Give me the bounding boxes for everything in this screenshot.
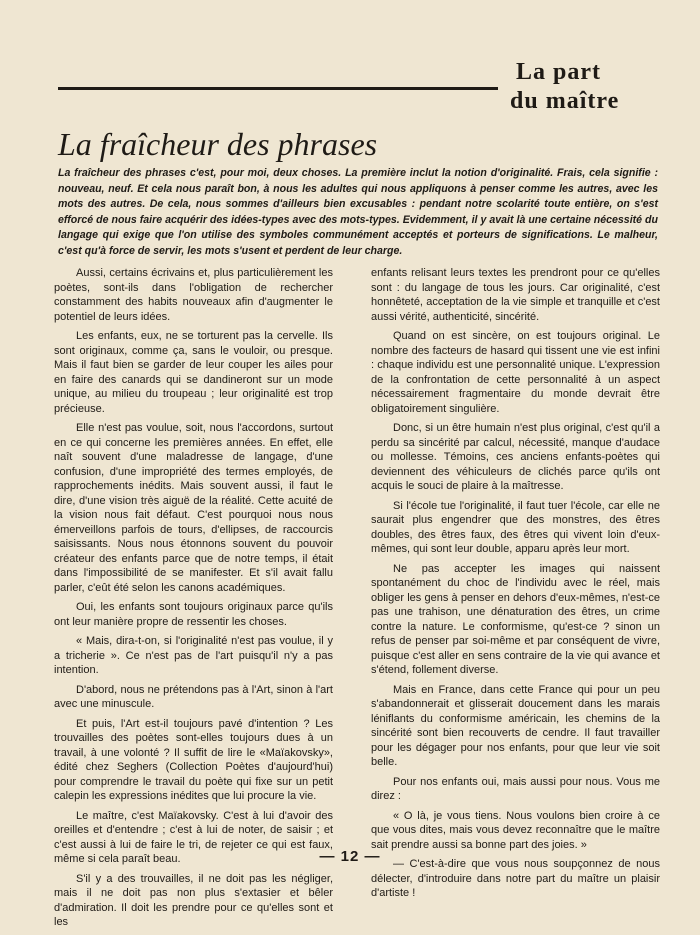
paragraph: Oui, les enfants sont toujours originaux parce qu'ils ont leur manière propre de ressentir les choses. — [54, 601, 333, 628]
right-column — [371, 266, 660, 906]
paragraph: Et puis, l'Art est-il toujours pavé d'intention ? Les trouvailles des poètes sont-elles toujours dues à un travail, à une volonté ? Il suffit de lire le «Maïakovsky», édité chez Seghers (Collection Poètes d'aujourd'hui) pour comprendre le travail du poète qui fixe sur un petit calepin les expressions inédites que lui procure la vie. — [54, 717, 333, 802]
section-heading-line-2: du maître — [510, 88, 620, 114]
paragraph: Elle n'est pas voulue, soit, nous l'accordons, surtout en ce qui concerne les premières années. En effet, elle naît souvent d'une maladresse de langage, d'une confusion, d'une impropriété des termes employés, de rapprochements inédits. Mais souvent aussi, il faut le dire, d'une vision très aiguë de la réalité. Cette acuité de la vision nous fait défaut. C'est pourquoi nous nous émerveillons parfois de tours, d'ellipses, de raccourcis saisissants. Nous nous étonnons souvent du pouvoir créateur des enfants parce que de notre temps, il était dans l'impossibilité de se manifester. Et s'il avait fallu parler, c'eût été selon les canons académiques. — [54, 422, 333, 594]
header-rule — [58, 87, 498, 90]
section-heading-line-1: La part — [516, 59, 601, 85]
paragraph: Mais en France, dans cette France qui pour un peu s'abandonnerait et glisserait doucement dans les marais léniflants du conformisme américain, les chemins de la sincérité sont bien recouverts de cendre. Il faut travailler pour les dégager pour nos enfants, pour que leur vie soit belle. — [371, 683, 660, 768]
section-heading — [510, 58, 670, 116]
paragraph: S'il y a des trouvailles, il ne doit pas les négliger, mais il ne doit pas non plus s'extasier et bêler d'admiration. Il doit les prendre pour ce qu'elles sont et les — [54, 872, 333, 928]
paragraph: — C'est-à-dire que vous nous soupçonnez de nous délecter, d'introduire dans notre part du maître un plaisir d'artiste ! — [371, 858, 660, 899]
article-intro: La fraîcheur des phrases c'est, pour moi, deux choses. La première inclut la notion d'originalité. Frais, cela signifie : nouveau, neuf. Et cela nous paraît bon, à nous les adultes qui nous appliquons à penser comme les autres, avec les mots des autres. De cela, nous sommes d'ailleurs bien excusables : pendant notre scolarité toute entière, on s'est efforcé de nous faire acquérir des idées-types avec des mots-types. Evidemment, il y avait là une certaine nécessité du langage qui exige que l'on utilise des symboles communément acceptés et porteurs de significations. Le malheur, c'est qu'à force de servir, les mots s'usent et perdent de leur charge. — [58, 167, 658, 257]
page-number: — 12 — — [319, 848, 381, 865]
left-column — [54, 266, 333, 935]
paragraph: Pour nos enfants oui, mais aussi pour nous. Vous me direz : — [371, 775, 660, 802]
paragraph: « O là, je vous tiens. Nous voulons bien croire à ce que vous dites, mais vous devez reconnaître que le maître sait prendre aussi sa bonne part des joies. » — [371, 809, 660, 851]
paragraph: Quand on est sincère, on est toujours original. Le nombre des facteurs de hasard qui tissent une vie est infini : chaque individu est une personnalité unique. L'expression de la confrontation de cette personnalité à un aspect nécessairement fragmentaire du monde devrait être obligatoirement singulière. — [371, 330, 660, 415]
paragraph: Aussi, certains écrivains et, plus particulièrement les poètes, sont-ils dans l'obligation de rechercher constamment des habits nouveaux afin d'augmenter le potentiel de leurs idées. — [54, 267, 333, 323]
article-title: La fraîcheur des phrases — [58, 126, 378, 162]
paragraph: Le maître, c'est Maïakovsky. C'est à lui d'avoir des oreilles et d'entendre ; c'est à lui de noter, de saisir ; et c'est aussi à lui de faire le tri, de rejeter ce qui est faux, même si cela paraît beau. — [54, 809, 333, 865]
paragraph: D'abord, nous ne prétendons pas à l'Art, sinon à l'art avec une minuscule. — [54, 683, 333, 710]
paragraph: Si l'école tue l'originalité, il faut tuer l'école, car elle ne saurait plus engendrer que des monstres, des êtres doubles, des êtres faux, des êtres qui vivent loin d'eux-mêmes, qui sont leur double, apparu après leur mort. — [371, 499, 660, 555]
paragraph-continued: enfants relisant leurs textes les prendront pour ce qu'elles sont : du langage de tous les jours. Car originalité, c'est honnêteté, acceptation de la vie simple et tranquille et c'est aussi vérité, authenticité, sincérité. — [371, 267, 660, 323]
paragraph: « Mais, dira-t-on, si l'originalité n'est pas voulue, il y a tricherie ». Ce n'est pas de l'art puisqu'il n'y a pas intention. — [54, 635, 333, 676]
paragraph: Ne pas accepter les images qui naissent spontanément du choc de l'individu avec le réel, mais obliger les gens à penser en dehors d'eux-mêmes, n'est-ce pas une trahison, une dénaturation des êtres, un crime contre la nature. Le conformisme, qu'est-ce ? sinon un refus de penser par soi-même et par conséquent de vivre, puisque c'est aller en sens contraire de la vie qui avance et s'étend, follement diverse. — [371, 562, 660, 676]
paragraph: Les enfants, eux, ne se torturent pas la cervelle. Ils sont originaux, comme ça, sans le vouloir, ou presque. Mais il faut bien se garder de leur couper les ailes pour en faire des canards qui se dandineront sur un mode unique, au milieu du troupeau ; leur originalité est trop précieuse. — [54, 330, 333, 415]
paragraph: Donc, si un être humain n'est plus original, c'est qu'il a perdu sa sincérité par calcul, nécessité, manque d'audace ou mollesse. Témoins, ces anciens enfants-poètes qui deviennent des véhiculeurs de clichés parce qu'ils ont acquis le souci de plaire à la maîtresse. — [371, 422, 660, 492]
